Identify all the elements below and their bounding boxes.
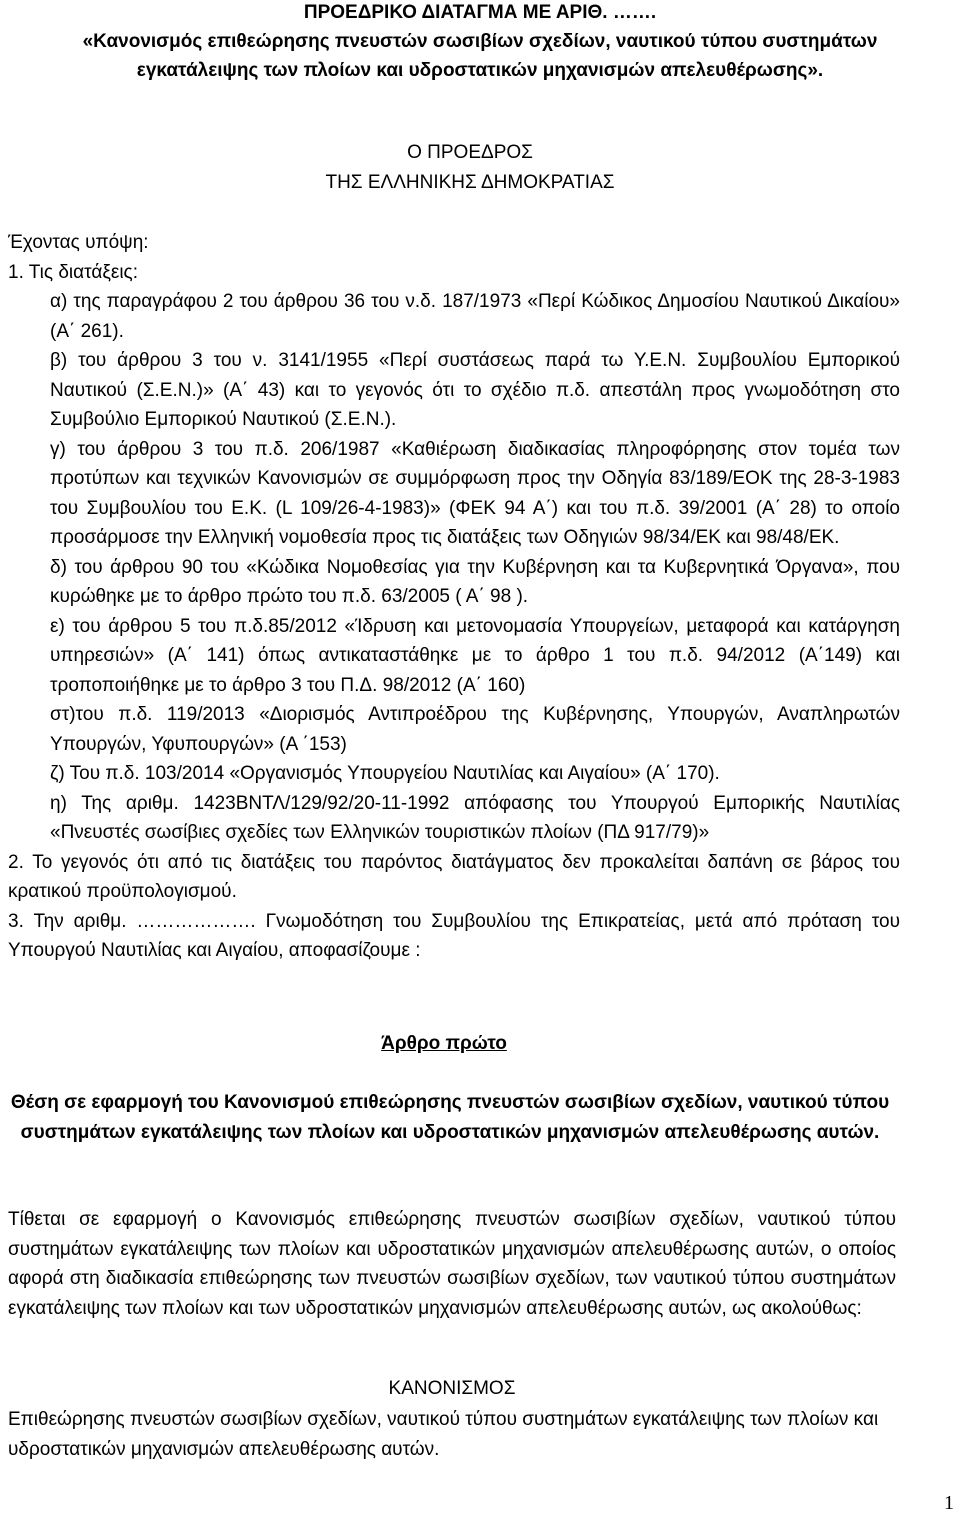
item-1-b: β) του άρθρου 3 του ν. 3141/1955 «Περί συστάσεως παρά τω Υ.Ε.Ν. Συμβουλίου Εμπορικού Ναυτικού (Σ.Ε.Ν.)» (Α΄ 43) και το γεγονός ότι το σχέδιο π.δ. απεστάλη προς γνωμοδότηση στο Συμβούλιο Εμπορικού Ναυτικού (Σ.Ε.Ν.). (50, 350, 900, 430)
regulation-heading: ΚΑΝΟΝΙΣΜΟΣ (388, 1378, 516, 1399)
item-1-a: α) της παραγράφου 2 του άρθρου 36 του ν.δ. 187/1973 «Περί Κώδικος Δημοσίου Ναυτικού Δικαίου» (Α΄ 261). (50, 291, 900, 342)
decree-number: ΠΡΟΕΔΡΙΚΟ ΔΙΑΤΑΓΜΑ ΜΕ ΑΡΙΘ. ……. (303, 2, 657, 23)
article-subject: Θέση σε εφαρμογή του Κανονισμού επιθεώρησης πνευστών σωσιβίων σχεδίων, ναυτικού τύπου συστημάτων εγκατάλειψης των πλοίων και υδροστατικών μηχανισμών απελευθέρωσης αυτών. (10, 1092, 890, 1143)
item-1-st: στ)του π.δ. 119/2013 «Διορισμός Αντιπροέδρου της Κυβέρνησης, Υπουργών, Αναπληρωτών Υπουργών, Υφυπουργών» (Α ΄153) (50, 704, 900, 755)
item-1-h: η) Της αριθμ. 1423ΒΝΤΛ/129/92/20-11-1992 απόφασης του Υπουργού Εμπορικής Ναυτιλίας «Πνευστές σωσίβιες σχεδίες των Ελληνικών τουριστικών πλοίων (ΠΔ 917/79)» (50, 792, 900, 843)
item-1-d: δ) του άρθρου 90 του «Κώδικα Νομοθεσίας για την Κυβέρνηση και τα Κυβερνητικά Όργανα», που κυρώθηκε με το άρθρο πρώτο του π.δ. 63/2005 ( Α΄ 98 ). (50, 556, 900, 607)
item-3: 3. Την αριθμ. ………………. Γνωμοδότηση του Συμβουλίου της Επικρατείας, μετά από πρόταση του Υπουργού Ναυτιλίας και Αιγαίου, αποφασίζουμε : (8, 910, 900, 961)
item-1-c: γ) του άρθρου 3 του π.δ. 206/1987 «Καθιέρωση διαδικασίας πληροφόρησης στον τομέα των προτύπων και τεχνικών Κανονισμών σε συμμόρφωση προς την Οδηγία 83/189/ΕΟΚ της 28-3-1983 του Συμβουλίου του Ε.Κ. (L 109/26-4-1983)» (ΦΕΚ 94 Α΄) και του π.δ. 39/2001 (Α΄ 28) το οποίο προσάρμοσε την Ελληνική νομοθεσία προς τις διατάξεις των Οδηγιών 98/34/ΕΚ και 98/48/ΕΚ. (50, 438, 900, 548)
body-paragraph: Τίθεται σε εφαρμογή ο Κανονισμός επιθεώρησης πνευστών σωσιβίων σχεδίων, ναυτικού τύπου συστημάτων εγκατάλειψης των πλοίων και υδροστατικών μηχανισμών απελευθέρωσης αυτών, ο οποίος αφορά στη διαδικασία επιθεώρησης των πνευστών σωσιβίων σχεδίων, των ναυτικού τύπου συστημάτων εγκατάλειψης των πλοίων και των υδροστατικών μηχανισμών απελευθέρωσης αυτών, ως ακολούθως: (8, 1209, 896, 1319)
president-line-1: Ο ΠΡΟΕΔΡΟΣ (407, 142, 533, 163)
considering-label: Έχοντας υπόψη: (8, 232, 149, 253)
item-1-e: ε) του άρθρου 5 του π.δ.85/2012 «Ίδρυση και μετονομασία Υπουργείων, μεταφορά και κατάργηση υπηρεσιών» (Α΄ 141) όπως αντικαταστάθηκε με το άρθρο 1 του π.δ. 94/2012 (Α΄149) και τροποποιήθηκε με το άρθρο 3 του Π.Δ. 98/2012 (Α΄ 160) (50, 615, 900, 696)
decree-title-line-2: εγκατάλειψης των πλοίων και υδροστατικών μηχανισμών απελευθέρωσης». (136, 60, 824, 81)
item-1-z: ζ) Του π.δ. 103/2014 «Οργανισμός Υπουργείου Ναυτιλίας και Αιγαίου» (Α΄ 170). (50, 763, 720, 784)
president-heading (0, 138, 940, 198)
president-line-2: ΤΗΣ ΕΛΛΗΝΙΚΗΣ ΔΗΜΟΚΡΑΤΙΑΣ (325, 172, 615, 193)
regulation-text: Επιθεώρησης πνευστών σωσιβίων σχεδίων, ναυτικού τύπου συστημάτων εγκατάλειψης των πλοίων και υδροστατικών μηχανισμών απελευθέρωσης αυτών. (8, 1409, 879, 1460)
item-1-label: 1. Τις διατάξεις: (8, 261, 138, 283)
page-number: 1 (944, 1492, 954, 1514)
decree-title-line-1: «Κανονισμός επιθεώρησης πνευστών σωσιβίων σχεδίων, ναυτικού τύπου συστημάτων (82, 31, 878, 52)
preamble (8, 228, 900, 966)
decree-header (0, 0, 960, 85)
item-2: 2. Το γεγονός ότι από τις διατάξεις του παρόντος διατάγματος δεν προκαλείται δαπάνη σε βάρος του κρατικού προϋπολογισμού. (8, 851, 900, 902)
article-title: Άρθρο πρώτο (381, 1033, 507, 1054)
